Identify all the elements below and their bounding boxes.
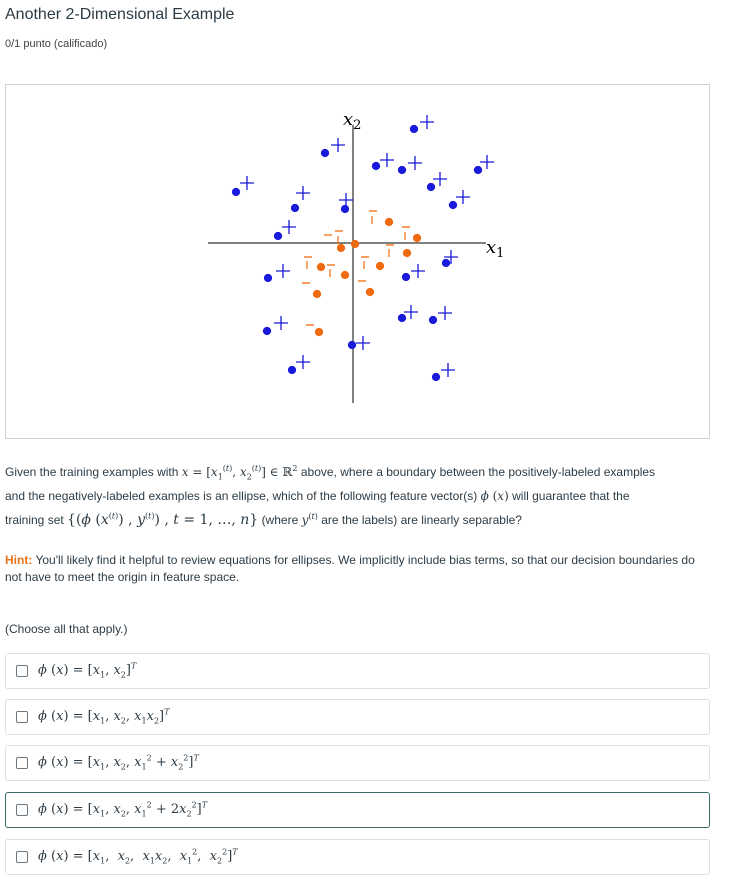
option-1[interactable] bbox=[5, 653, 710, 689]
option-5[interactable] bbox=[5, 839, 710, 875]
hint-label: Hint: bbox=[5, 553, 33, 567]
option-label: ϕ $(x) = [x_1$, $x_2]^T$ bbox=[38, 661, 137, 680]
option-checkbox[interactable] bbox=[16, 711, 28, 723]
positive-point bbox=[399, 305, 419, 322]
option-label: ϕ $(x) = [x_1$, $x_2$, $x_1^2 + x_2^2]^T$ bbox=[38, 753, 199, 772]
positive-point bbox=[475, 155, 495, 174]
positive-examples bbox=[233, 115, 495, 381]
question-line-3 bbox=[5, 511, 522, 529]
hint-text: You'll likely find it helpful to review equations for ellipses. We implicitly include bias terms, so that our decision boundaries do not have to meet the origin in feature space. bbox=[5, 553, 695, 584]
negative-point bbox=[386, 245, 411, 257]
positive-point bbox=[450, 190, 471, 209]
positive-point bbox=[275, 220, 297, 240]
positive-point bbox=[292, 186, 311, 212]
choose-instructions: (Choose all that apply.) bbox=[5, 622, 128, 636]
positive-point bbox=[289, 355, 311, 374]
math-phi: ϕ (x) bbox=[480, 489, 509, 503]
question-text: (where bbox=[261, 513, 299, 527]
positive-point bbox=[373, 153, 395, 170]
page-title: Another 2-Dimensional Example bbox=[5, 6, 235, 23]
positive-point bbox=[349, 336, 371, 350]
math-training-set: {(ϕ $(x^{(t)})$ , $y^{(t)}$) , t = 1, …, n} bbox=[67, 511, 259, 528]
scatter-plot-svg bbox=[6, 85, 711, 440]
positive-point bbox=[264, 316, 289, 335]
positive-point bbox=[433, 363, 456, 381]
positive-point bbox=[339, 193, 353, 213]
option-checkbox[interactable] bbox=[16, 665, 28, 677]
x2-axis-label: $x_2$ bbox=[343, 109, 362, 133]
option-checkbox[interactable] bbox=[16, 851, 28, 863]
hint-block bbox=[5, 552, 710, 586]
question-text: and the negatively-labeled examples is an ellipse, which of the following feature vector(s) bbox=[5, 489, 478, 503]
positive-point bbox=[265, 264, 291, 282]
points-label: 0/1 punto (calificado) bbox=[5, 38, 108, 50]
positive-point bbox=[411, 115, 435, 133]
positive-point bbox=[403, 264, 426, 281]
option-checkbox[interactable] bbox=[16, 804, 28, 816]
question-line-2 bbox=[5, 487, 630, 505]
option-label: ϕ $(x) = [x_1$, $x_2$, $x_1x_2]^T$ bbox=[38, 707, 170, 726]
math-y: $y^{(t)}$ bbox=[301, 512, 318, 527]
question-text: Given the training examples with bbox=[5, 465, 179, 479]
option-label: ϕ $(x) = [x_1$, $x_2$, $x_1x_2$, $x_1^2$, $x_2^2]^T$ bbox=[38, 847, 238, 866]
positive-point bbox=[322, 138, 346, 157]
question-text: will guarantee that the bbox=[512, 489, 630, 503]
positive-point bbox=[443, 250, 459, 267]
negative-point bbox=[306, 325, 323, 336]
option-checkbox[interactable] bbox=[16, 757, 28, 769]
negative-point bbox=[302, 283, 321, 298]
option-label: ϕ $(x) = [x_1$, $x_2$, $x_1^2 + 2x_2^2]^T$ bbox=[38, 800, 208, 819]
math-x-def: $x = [x_1^{(t)}$, $x_2^{(t)}$] ∈ ℝ$^2$ bbox=[181, 464, 298, 482]
x1-axis-label: $x_1$ bbox=[486, 237, 505, 261]
question-text: training set bbox=[5, 513, 64, 527]
option-4[interactable] bbox=[5, 792, 710, 828]
option-3[interactable] bbox=[5, 745, 710, 781]
question-text: above, where a boundary between the positively-labeled examples bbox=[300, 465, 656, 479]
positive-point bbox=[233, 176, 255, 196]
question-text: are the labels) are linearly separable? bbox=[321, 513, 522, 527]
positive-point bbox=[430, 306, 453, 324]
question-line-1 bbox=[5, 463, 655, 481]
positive-point bbox=[399, 156, 423, 174]
training-data-plot bbox=[5, 84, 710, 439]
option-2[interactable] bbox=[5, 699, 710, 735]
negative-point bbox=[358, 281, 374, 296]
positive-point bbox=[428, 172, 448, 191]
